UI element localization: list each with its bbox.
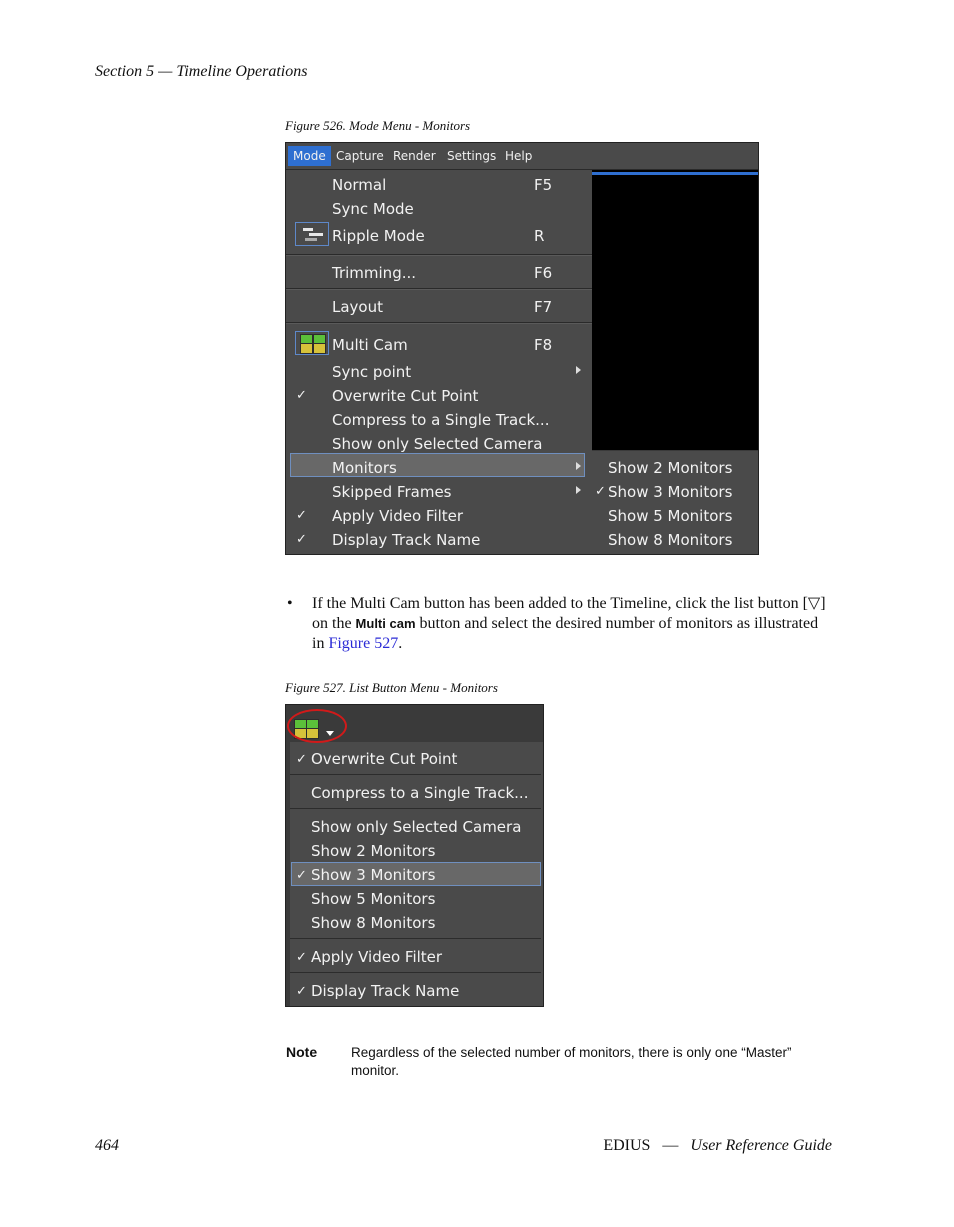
menu-help[interactable]: Help (505, 149, 533, 163)
submenu-arrow-icon (576, 366, 581, 374)
bullet-text-end: . (398, 635, 403, 652)
menu-capture[interactable]: Capture (336, 149, 384, 163)
mode-menu-screenshot (285, 142, 759, 555)
menu-item-sync-point[interactable]: Sync point (332, 363, 412, 381)
check-icon: ✓ (296, 950, 307, 965)
list-item-show-2-monitors[interactable]: Show 2 Monitors (311, 842, 436, 860)
highlight-circle (287, 709, 347, 743)
footer-dash: — (662, 1137, 679, 1154)
bullet-text-middle: button and select the desired number of monitors as illustrated in (312, 615, 819, 652)
menu-separator (286, 323, 592, 324)
section-header: Section 5 — Timeline Operations (95, 63, 308, 80)
menu-item-compress-single-track[interactable]: Compress to a Single Track... (332, 411, 550, 429)
menu-separator (290, 808, 541, 809)
bullet-paragraph (312, 594, 832, 654)
page-number: 464 (95, 1137, 119, 1154)
menu-separator (290, 972, 541, 973)
submenu-show-8-monitors[interactable]: Show 8 Monitors (608, 531, 733, 549)
menu-item-sync-mode[interactable]: Sync Mode (332, 200, 414, 218)
list-item-display-track-name[interactable]: Display Track Name (311, 982, 460, 1000)
menu-separator (286, 289, 592, 290)
list-item-apply-video-filter[interactable]: Apply Video Filter (311, 948, 443, 966)
submenu-show-5-monitors[interactable]: Show 5 Monitors (608, 507, 733, 525)
menu-left-edge (286, 742, 290, 1007)
shortcut-ripple-mode: R (534, 227, 545, 245)
footer-product: EDIUS (603, 1137, 651, 1154)
menu-separator (286, 255, 592, 256)
shortcut-multi-cam: F8 (534, 336, 553, 354)
submenu-arrow-icon (576, 462, 581, 470)
menu-item-ripple-mode[interactable]: Ripple Mode (332, 227, 425, 245)
list-item-overwrite-cut-point[interactable]: Overwrite Cut Point (311, 750, 458, 768)
list-item-show-8-monitors[interactable]: Show 8 Monitors (311, 914, 436, 932)
multi-cam-icon (295, 331, 329, 355)
shortcut-trimming: F6 (534, 264, 553, 282)
list-item-compress-single-track[interactable]: Compress to a Single Track... (311, 784, 529, 802)
note-text: Regardless of the selected number of monitors, there is only one “Master” monitor. (351, 1045, 792, 1078)
menu-item-layout[interactable]: Layout (332, 298, 383, 316)
submenu-arrow-icon (576, 486, 581, 494)
menu-item-overwrite-cut-point[interactable]: Overwrite Cut Point (332, 387, 479, 405)
multi-cam-button-name: Multi cam (355, 616, 416, 631)
menu-item-display-track-name[interactable]: Display Track Name (332, 531, 481, 549)
menu-item-normal[interactable]: Normal (332, 176, 387, 194)
note-label: Note (286, 1044, 318, 1060)
menu-item-apply-video-filter[interactable]: Apply Video Filter (332, 507, 464, 525)
check-icon: ✓ (296, 984, 307, 999)
menu-settings[interactable]: Settings (447, 149, 497, 163)
menu-item-multi-cam[interactable]: Multi Cam (332, 336, 408, 354)
menu-separator (290, 774, 541, 775)
figure-526-caption: Figure 526. Mode Menu - Monitors (285, 118, 471, 133)
bullet-mark: • (287, 595, 293, 612)
check-icon: ✓ (296, 868, 307, 883)
shortcut-normal: F5 (534, 176, 553, 194)
list-item-show-selected-camera[interactable]: Show only Selected Camera (311, 818, 522, 836)
bullet-text-before: If the Multi Cam button has been added to the Timeline, click the list button [▽] on the (312, 595, 826, 632)
figure-527-link[interactable]: Figure 527 (328, 635, 399, 652)
figure-527-caption: Figure 527. List Button Menu - Monitors (285, 680, 498, 695)
list-item-show-5-monitors[interactable]: Show 5 Monitors (311, 890, 436, 908)
footer-guide: User Reference Guide (690, 1137, 832, 1154)
submenu-show-3-monitors[interactable]: Show 3 Monitors (608, 483, 733, 501)
check-icon: ✓ (296, 752, 307, 767)
list-button-menu-screenshot (285, 704, 544, 1007)
check-icon: ✓ (296, 508, 307, 523)
menu-separator (290, 938, 541, 939)
preview-area (592, 170, 759, 450)
check-icon: ✓ (296, 532, 307, 547)
menu-item-skipped-frames[interactable]: Skipped Frames (332, 483, 452, 501)
ripple-mode-icon (295, 222, 329, 246)
menu-item-trimming[interactable]: Trimming... (332, 264, 417, 282)
menu-bar (286, 143, 758, 170)
menu-item-monitors[interactable]: Monitors (332, 459, 397, 477)
preview-top-line (592, 172, 759, 175)
shortcut-layout: F7 (534, 298, 553, 316)
submenu-show-2-monitors[interactable]: Show 2 Monitors (608, 459, 733, 477)
footer-guide-title (600, 1137, 832, 1155)
list-item-show-3-monitors[interactable]: Show 3 Monitors (311, 866, 436, 884)
menu-item-show-selected-camera[interactable]: Show only Selected Camera (332, 435, 543, 453)
menu-render[interactable]: Render (393, 149, 436, 163)
check-icon: ✓ (296, 388, 307, 403)
menu-mode[interactable]: Mode (288, 146, 331, 166)
check-icon: ✓ (595, 484, 606, 499)
